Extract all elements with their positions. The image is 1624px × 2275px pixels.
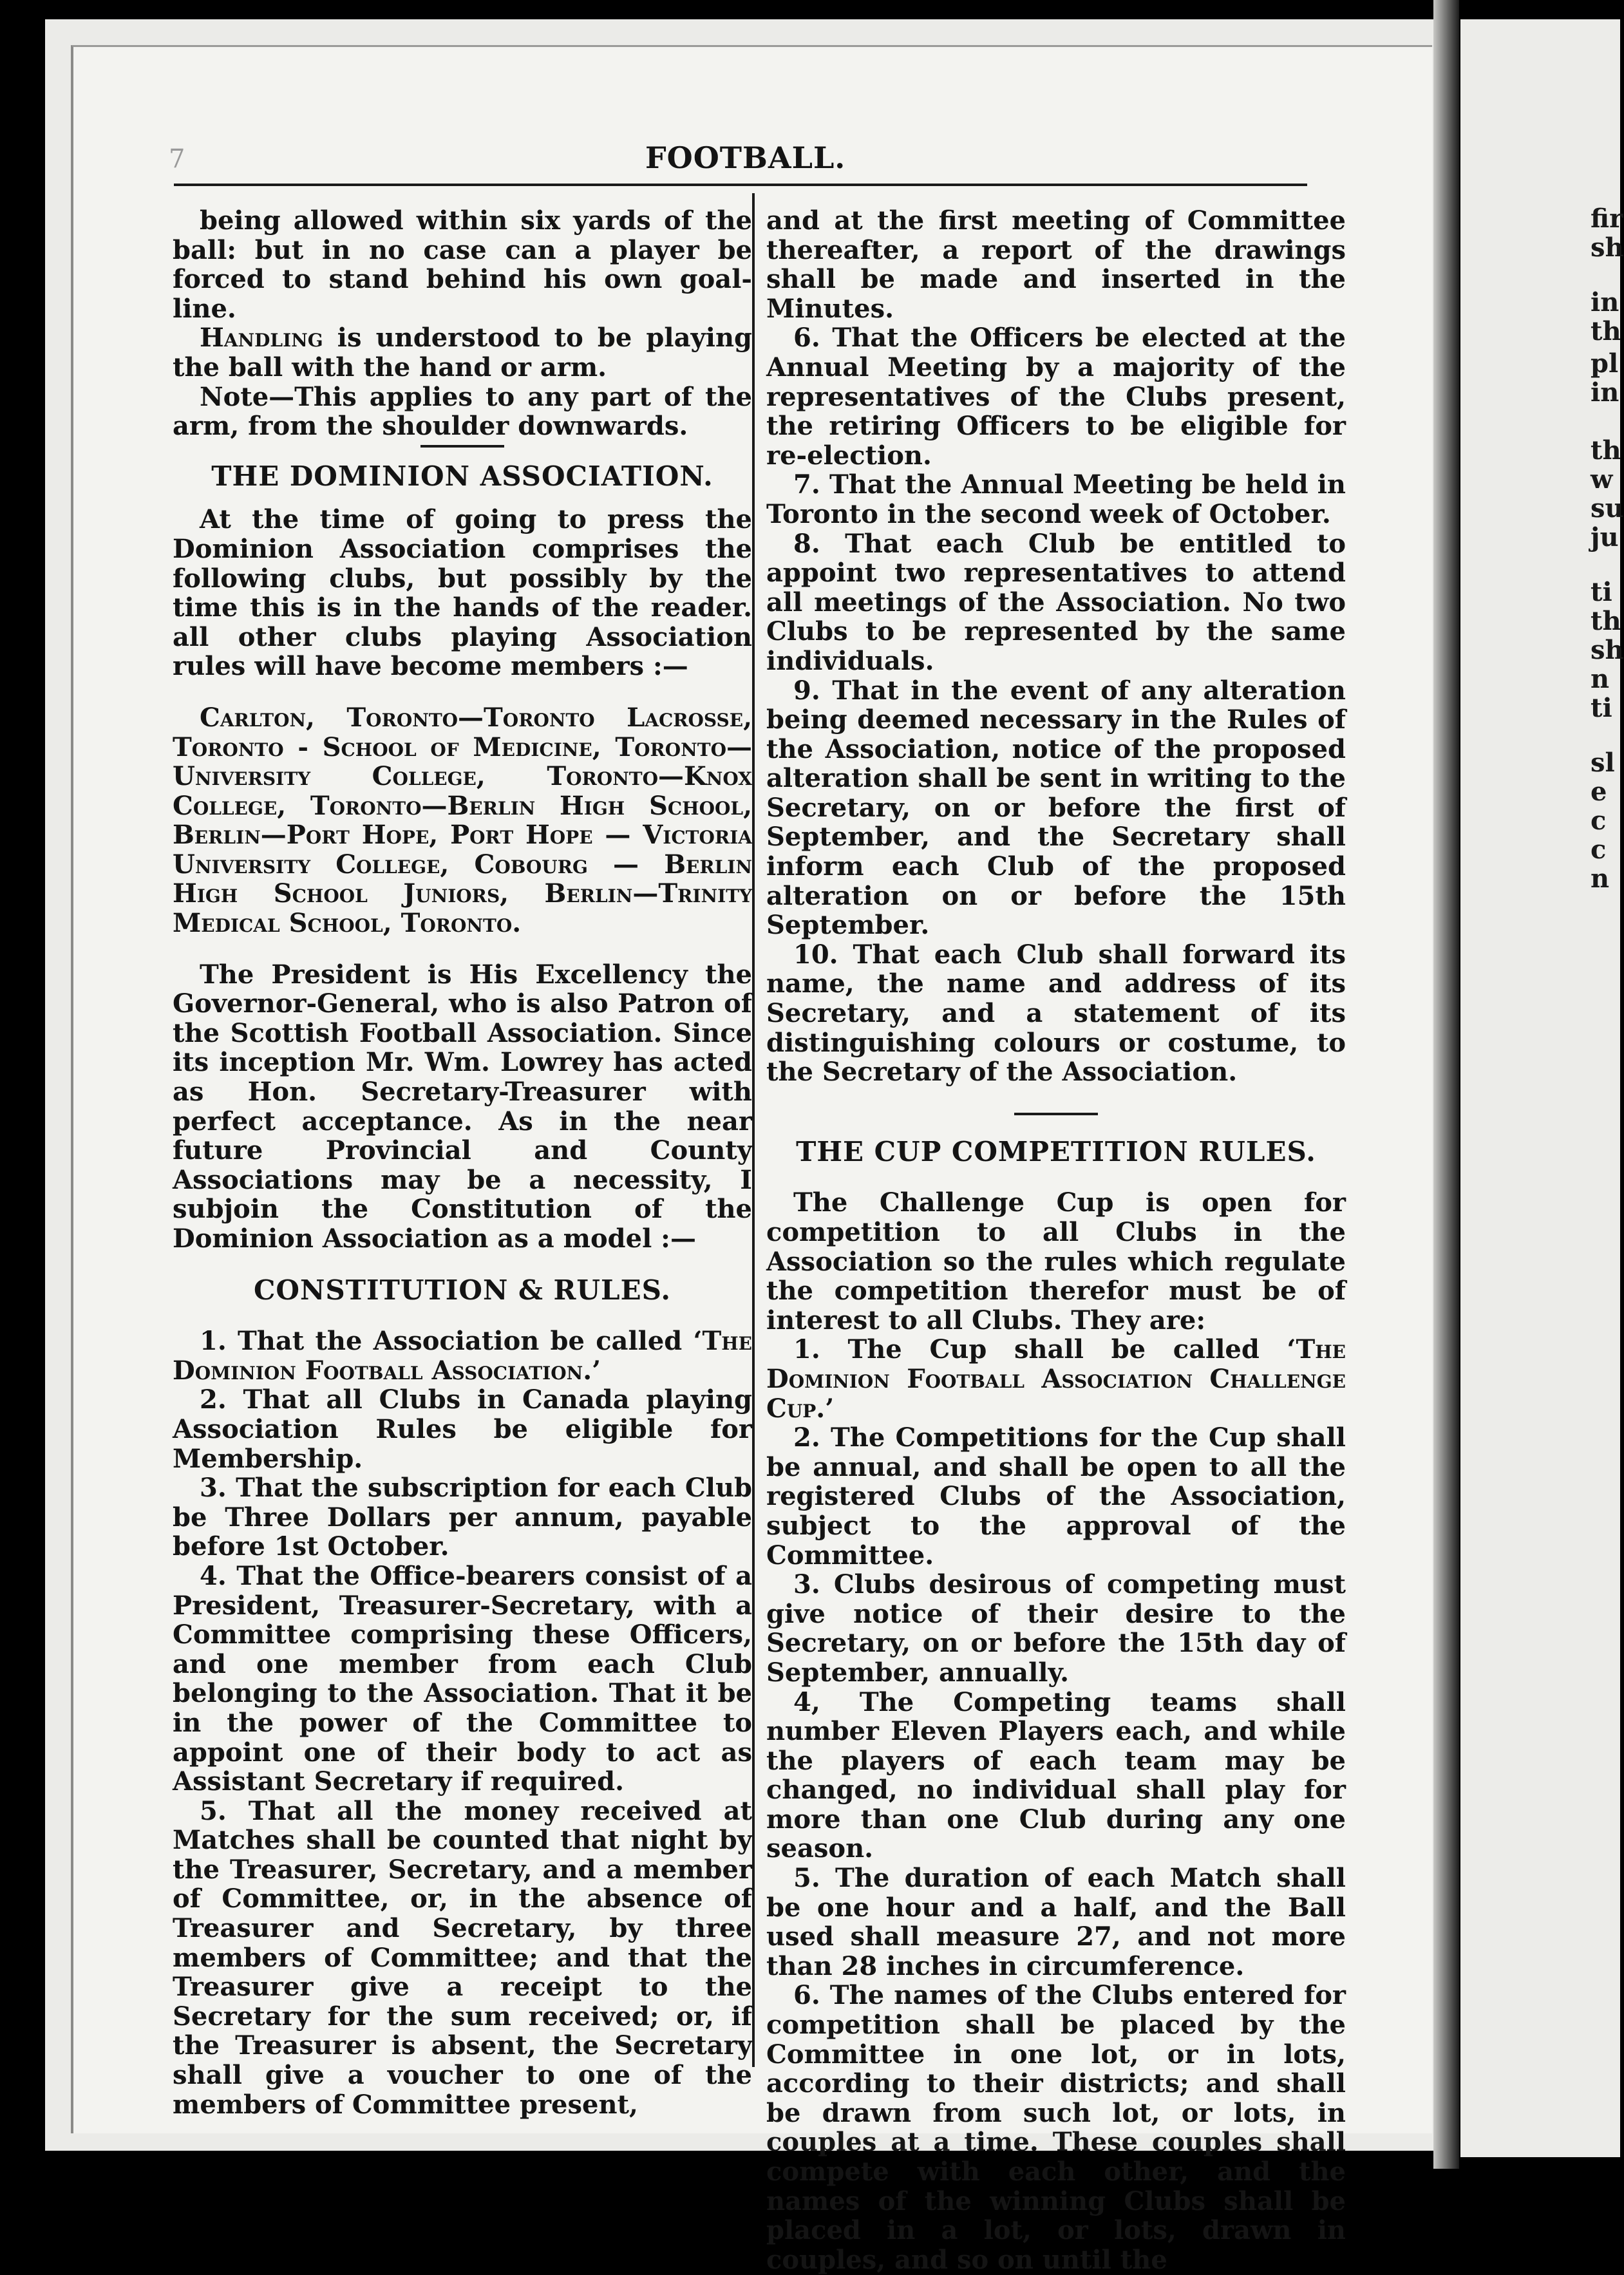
facing-page-fragment: n xyxy=(1591,664,1610,694)
page-number: 7 xyxy=(169,144,185,174)
facing-page-fragment: in xyxy=(1591,377,1619,408)
cup-intro-paragraph: The Challenge Cup is open for competition to all Clubs in the Association so the rules which regulate the competition therefor must be of interest to all Clubs. They are: xyxy=(766,1187,1346,1336)
cup-rule-1 xyxy=(766,1335,1346,1423)
cup-rule-4: 4, The Competing teams shall number Eleven Players each, and while the players of each team may be changed, no individual shall play for more than one Club during any one season. xyxy=(766,1686,1346,1864)
facing-page-fragment: th xyxy=(1591,435,1621,466)
facing-page-fragment: e xyxy=(1591,777,1607,807)
paragraph-continued: being allowed within six yards of the ball: but in no case can a player be forced to stand behind his own goal-line. xyxy=(173,205,752,324)
constitution-rule-4: 4. That the Office-bearers consist of a President, Treasurer-Secretary, with a Committee comprising these Officers, and one member from each Club belonging to the Association. That it be in the power of the Committee to appoint one of their body to act as Assistant Secretary if required. xyxy=(173,1560,752,1797)
cup-rule-5: 5. The duration of each Match shall be one hour and a half, and the Ball used shall measure 27, and not more than 28 inches in circumference. xyxy=(766,1863,1346,1981)
facing-page-fragment: w xyxy=(1591,464,1613,495)
facing-page-fragment: c xyxy=(1591,806,1607,836)
constitution-rule-6: 6. That the Officers be elected at the Annual Meeting by a majority of the representatives of the Clubs present, the retiring Officers to be eligible for re-election. xyxy=(766,323,1346,471)
facing-page-fragment: n xyxy=(1591,864,1610,894)
handling-term: Handling xyxy=(200,323,323,354)
facing-page-fragment: sl xyxy=(1591,748,1615,778)
note-paragraph: Note—This applies to any part of the arm, from the shoulder downwards. xyxy=(173,381,752,442)
facing-page-fragment: ti xyxy=(1591,693,1612,723)
dominion-association-heading: THE DOMINION ASSOCIATION. xyxy=(211,460,713,492)
member-clubs-list: Carlton, Toronto—Toronto Lacrosse, Toronto - School of Medicine, Toronto—University College, Toronto—Knox College, Toronto—Berlin High School, Berlin—Port Hope, Port Hope — Victoria University College, Cobourg — Berlin High School Juniors, Berlin—Trinity Medical School, Toronto. xyxy=(173,702,752,939)
facing-page-fragment: in xyxy=(1591,287,1619,317)
constitution-rule-5: 5. That all the money received at Matches shall be counted that night by the Treasurer, Secretary, and a member of Committee, or, in the absence of Treasurer and Secretary, by three members of Committee; and that the Treasurer give a receipt to the Secretary for the sum received; or, if the Treasurer is absent, the Secretary shall give a voucher to one of the members of Committee present, xyxy=(173,1795,752,2120)
running-head: FOOTBALL. xyxy=(645,140,846,175)
constitution-rule-7: 7. That the Annual Meeting be held in Toronto in the second week of October. xyxy=(766,469,1346,529)
header-rule xyxy=(174,184,1307,186)
facing-page-fragment: sh xyxy=(1591,635,1624,665)
facing-page-fragment: th xyxy=(1591,316,1621,346)
facing-page-fragment: pl xyxy=(1591,348,1619,379)
constitution-rule-8: 8. That each Club be entitled to appoint two representatives to attend all meetings of the Association. No two Clubs to be represented by the same individuals. xyxy=(766,528,1346,676)
facing-page-fragment: ju xyxy=(1591,522,1619,552)
handling-text: is understood to be playing the ball with the hand or arm. xyxy=(173,323,752,382)
constitution-rule-1 xyxy=(173,1326,752,1385)
cup-competition-heading: THE CUP COMPETITION RULES. xyxy=(796,1135,1316,1167)
handling-paragraph xyxy=(173,323,752,382)
column-divider xyxy=(752,193,755,2067)
facing-page-fragment: c xyxy=(1591,835,1607,865)
cup-rule-1-close-quote: ’ xyxy=(825,1393,835,1424)
facing-page-fragment: sh xyxy=(1591,232,1624,263)
book-spine-shadow xyxy=(1433,0,1459,2169)
facing-page-fragment: ti xyxy=(1591,577,1612,607)
left-column xyxy=(173,206,752,2119)
constitution-rule-3: 3. That the subscription for each Club be Three Dollars per annum, payable before 1st October. xyxy=(173,1473,752,1562)
cup-rule-6: 6. The names of the Clubs entered for competition shall be placed by the Committee in one lot, or in lots, according to their districts; and shall be drawn from such lot, or lots, in couples at a time. These couples shall compete with each other, and the names of the winning Clubs shall be placed in a lot, or lots, drawn in couples, and so on until the xyxy=(766,1980,1346,2275)
constitution-rule-5-continued: and at the first meeting of Committee thereafter, a report of the drawings shall be made and inserted in the Minutes. xyxy=(766,205,1346,324)
constitution-rule-9: 9. That in the event of any alteration being deemed necessary in the Rules of the Association, notice of the proposed alteration shall be sent in writing to the Secretary, on or before the first of September, and the Secretary shall inform each Club of the proposed alteration on or before the 15th September. xyxy=(766,675,1346,941)
dominion-president-paragraph: The President is His Excellency the Governor-General, who is also Patron of the Scottish Football Association. Since its inception Mr. Wm. Lowrey has acted as Hon. Secretary-Treasurer with perfect acceptance. As in the near future Provincial and County Associations may be a necessity, I subjoin the Constitution of the Dominion Association as a model :— xyxy=(173,959,752,1254)
facing-page-fragment: su xyxy=(1591,493,1624,524)
constitution-rule-10: 10. That each Club shall forward its name, the name and address of its Secretary, and a statement of its distinguishing colours or costume, to the Secretary of the Association. xyxy=(766,939,1346,1088)
constitution-heading: CONSTITUTION & RULES. xyxy=(253,1274,672,1306)
right-column xyxy=(766,206,1346,2274)
rule-1-association-name: The Dominion Football Association. xyxy=(173,1326,752,1386)
cup-rule-1-text: 1. The Cup shall be called ‘ xyxy=(793,1334,1296,1365)
facing-page-fragment: fir xyxy=(1591,203,1623,234)
constitution-rule-2: 2. That all Clubs in Canada playing Association Rules be eligible for Membership. xyxy=(173,1384,752,1474)
cup-rule-3: 3. Clubs desirous of competing must give notice of their desire to the Secretary, on or before the 15th day of September, annually. xyxy=(766,1569,1346,1688)
dominion-intro-paragraph: At the time of going to press the Dominion Association comprises the following clubs, but possibly by the time this is in the hands of the reader. all other clubs playing Association rules will have become members :— xyxy=(173,504,752,682)
cup-name: The Dominion Football Association Challenge Cup. xyxy=(766,1334,1346,1424)
rule-1-close-quote: ’ xyxy=(592,1355,601,1386)
cup-rule-2: 2. The Competitions for the Cup shall be annual, and shall be open to all the registered Clubs of the Association, subject to the approval of the Committee. xyxy=(766,1422,1346,1571)
facing-page-fragment: th xyxy=(1591,606,1621,636)
rule-1-text: 1. That the Association be called ‘ xyxy=(200,1326,703,1357)
